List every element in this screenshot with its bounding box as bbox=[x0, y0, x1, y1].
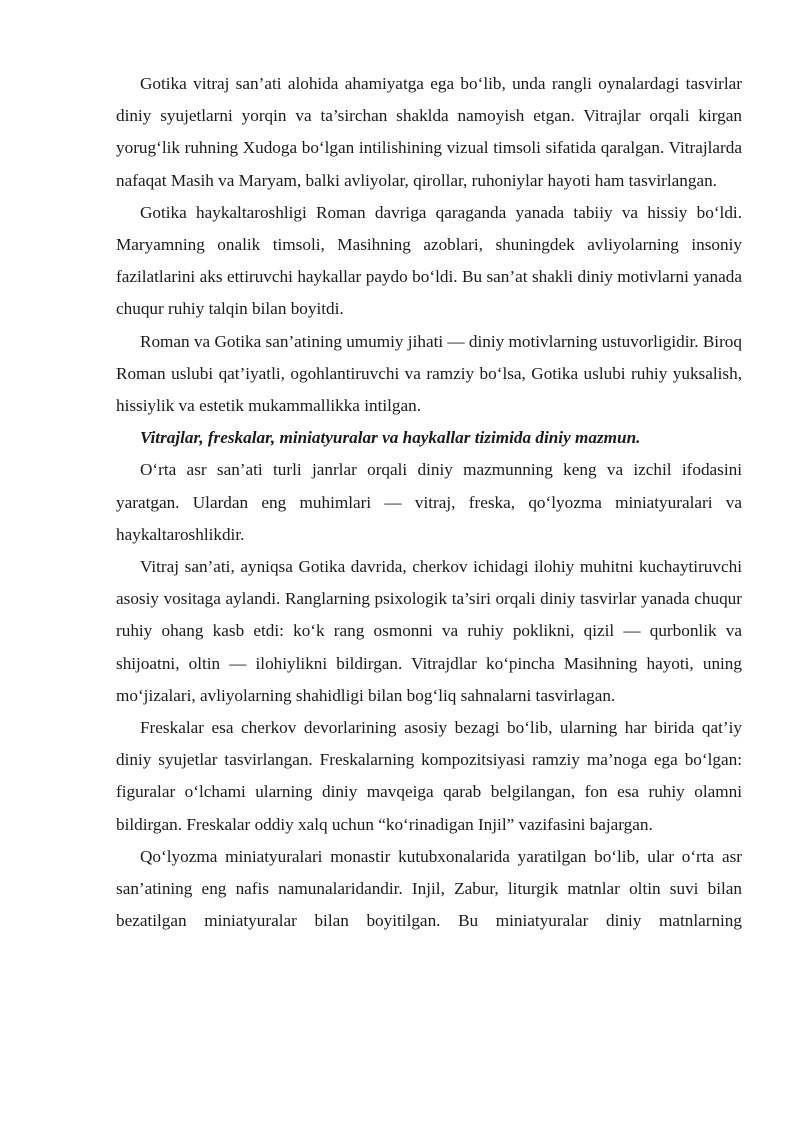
document-page bbox=[116, 68, 742, 937]
section-subheading: Vitrajlar, freskalar, miniatyuralar va haykallar tizimida diniy mazmun. bbox=[140, 428, 641, 448]
paragraph-medieval-genres: O‘rta asr san’ati turli janrlar orqali diniy mazmunning keng va izchil ifodasini yaratgan. Ulardan eng muhimlari — vitraj, freska, qo‘lyozma miniatyuralari va haykaltaroshlikdir. bbox=[116, 460, 742, 544]
paragraph-gothic-sculpture: Gotika haykaltaroshligi Roman davriga qaraganda yanada tabiiy va hissiy bo‘ldi. Maryamning onalik timsoli, Masihning azoblari, shuningdek avliyolarning insoniy fazilatlarini aks ettiruvchi haykallar paydo bo‘ldi. Bu san’at shakli diniy motivlarni yanada chuqur ruhiy talqin bilan boyitdi. bbox=[116, 202, 742, 319]
paragraph-romanesque-gothic-comparison: Roman va Gotika san’atining umumiy jihati — diniy motivlarning ustuvorligidir. Biroq Roman uslubi qat’iyatli, ogohlantiruvchi va ramziy bo‘lsa, Gotika uslubi ruhiy yuksalish, hissiylik va estetik mukammallikka intilgan. bbox=[116, 331, 742, 416]
paragraph-stained-glass-art: Vitraj san’ati, ayniqsa Gotika davrida, cherkov ichidagi ilohiy muhitni kuchaytiruvchi asosiy vositaga aylandi. Ranglarning psixologik ta’siri orqali diniy tasvirlar yanada chuqur ruhiy ohang kasb etdi: ko‘k rang osmonni va ruhiy poklikni, qizil — qurbonlik va shijoatni, oltin — ilohiylikni bildirgan. Vitrajdlar ko‘pincha Masihning hayoti, uning mo‘jizalari, avliyolarning shahidligi bilan bog‘liq sahnalarni tasvirlagan. bbox=[116, 557, 742, 705]
paragraph-frescoes: Freskalar esa cherkov devorlarining asosiy bezagi bo‘lib, ularning har birida qat’iy diniy syujetlar tasvirlangan. Freskalarning kompozitsiyasi ramziy ma’noga ega bo‘lgan: figuralar o‘lchami ularning diniy mavqeiga qarab belgilangan, fon esa ruhiy olamni bildirgan. Freskalar oddiy xalq uchun “ko‘rinadigan Injil” vazifasini bajargan. bbox=[116, 718, 742, 834]
paragraph-gothic-stained-glass: Gotika vitraj san’ati alohida ahamiyatga ega bo‘lib, unda rangli oynalardagi tasvirlar diniy syujetlarni yorqin va ta’sirchan shaklda namoyish etgan. Vitrajlar orqali kirgan yorug‘lik ruhning Xudoga bo‘lgan intilishining vizual timsoli sifatida qaralgan. Vitrajlarda nafaqat Masih va Maryam, balki avliyolar, qirollar, ruhoniylar hayoti ham tasvirlangan. bbox=[116, 74, 742, 190]
paragraph-manuscript-miniatures: Qo‘lyozma miniatyuralari monastir kutubxonalarida yaratilgan bo‘lib, ular o‘rta asr san’atining eng nafis namunalaridandir. Injil, Zabur, liturgik matnlar oltin suvi bilan bezatilgan miniatyuralar bilan boyitilgan. Bu miniatyuralar diniy matnlarning bbox=[116, 846, 742, 931]
